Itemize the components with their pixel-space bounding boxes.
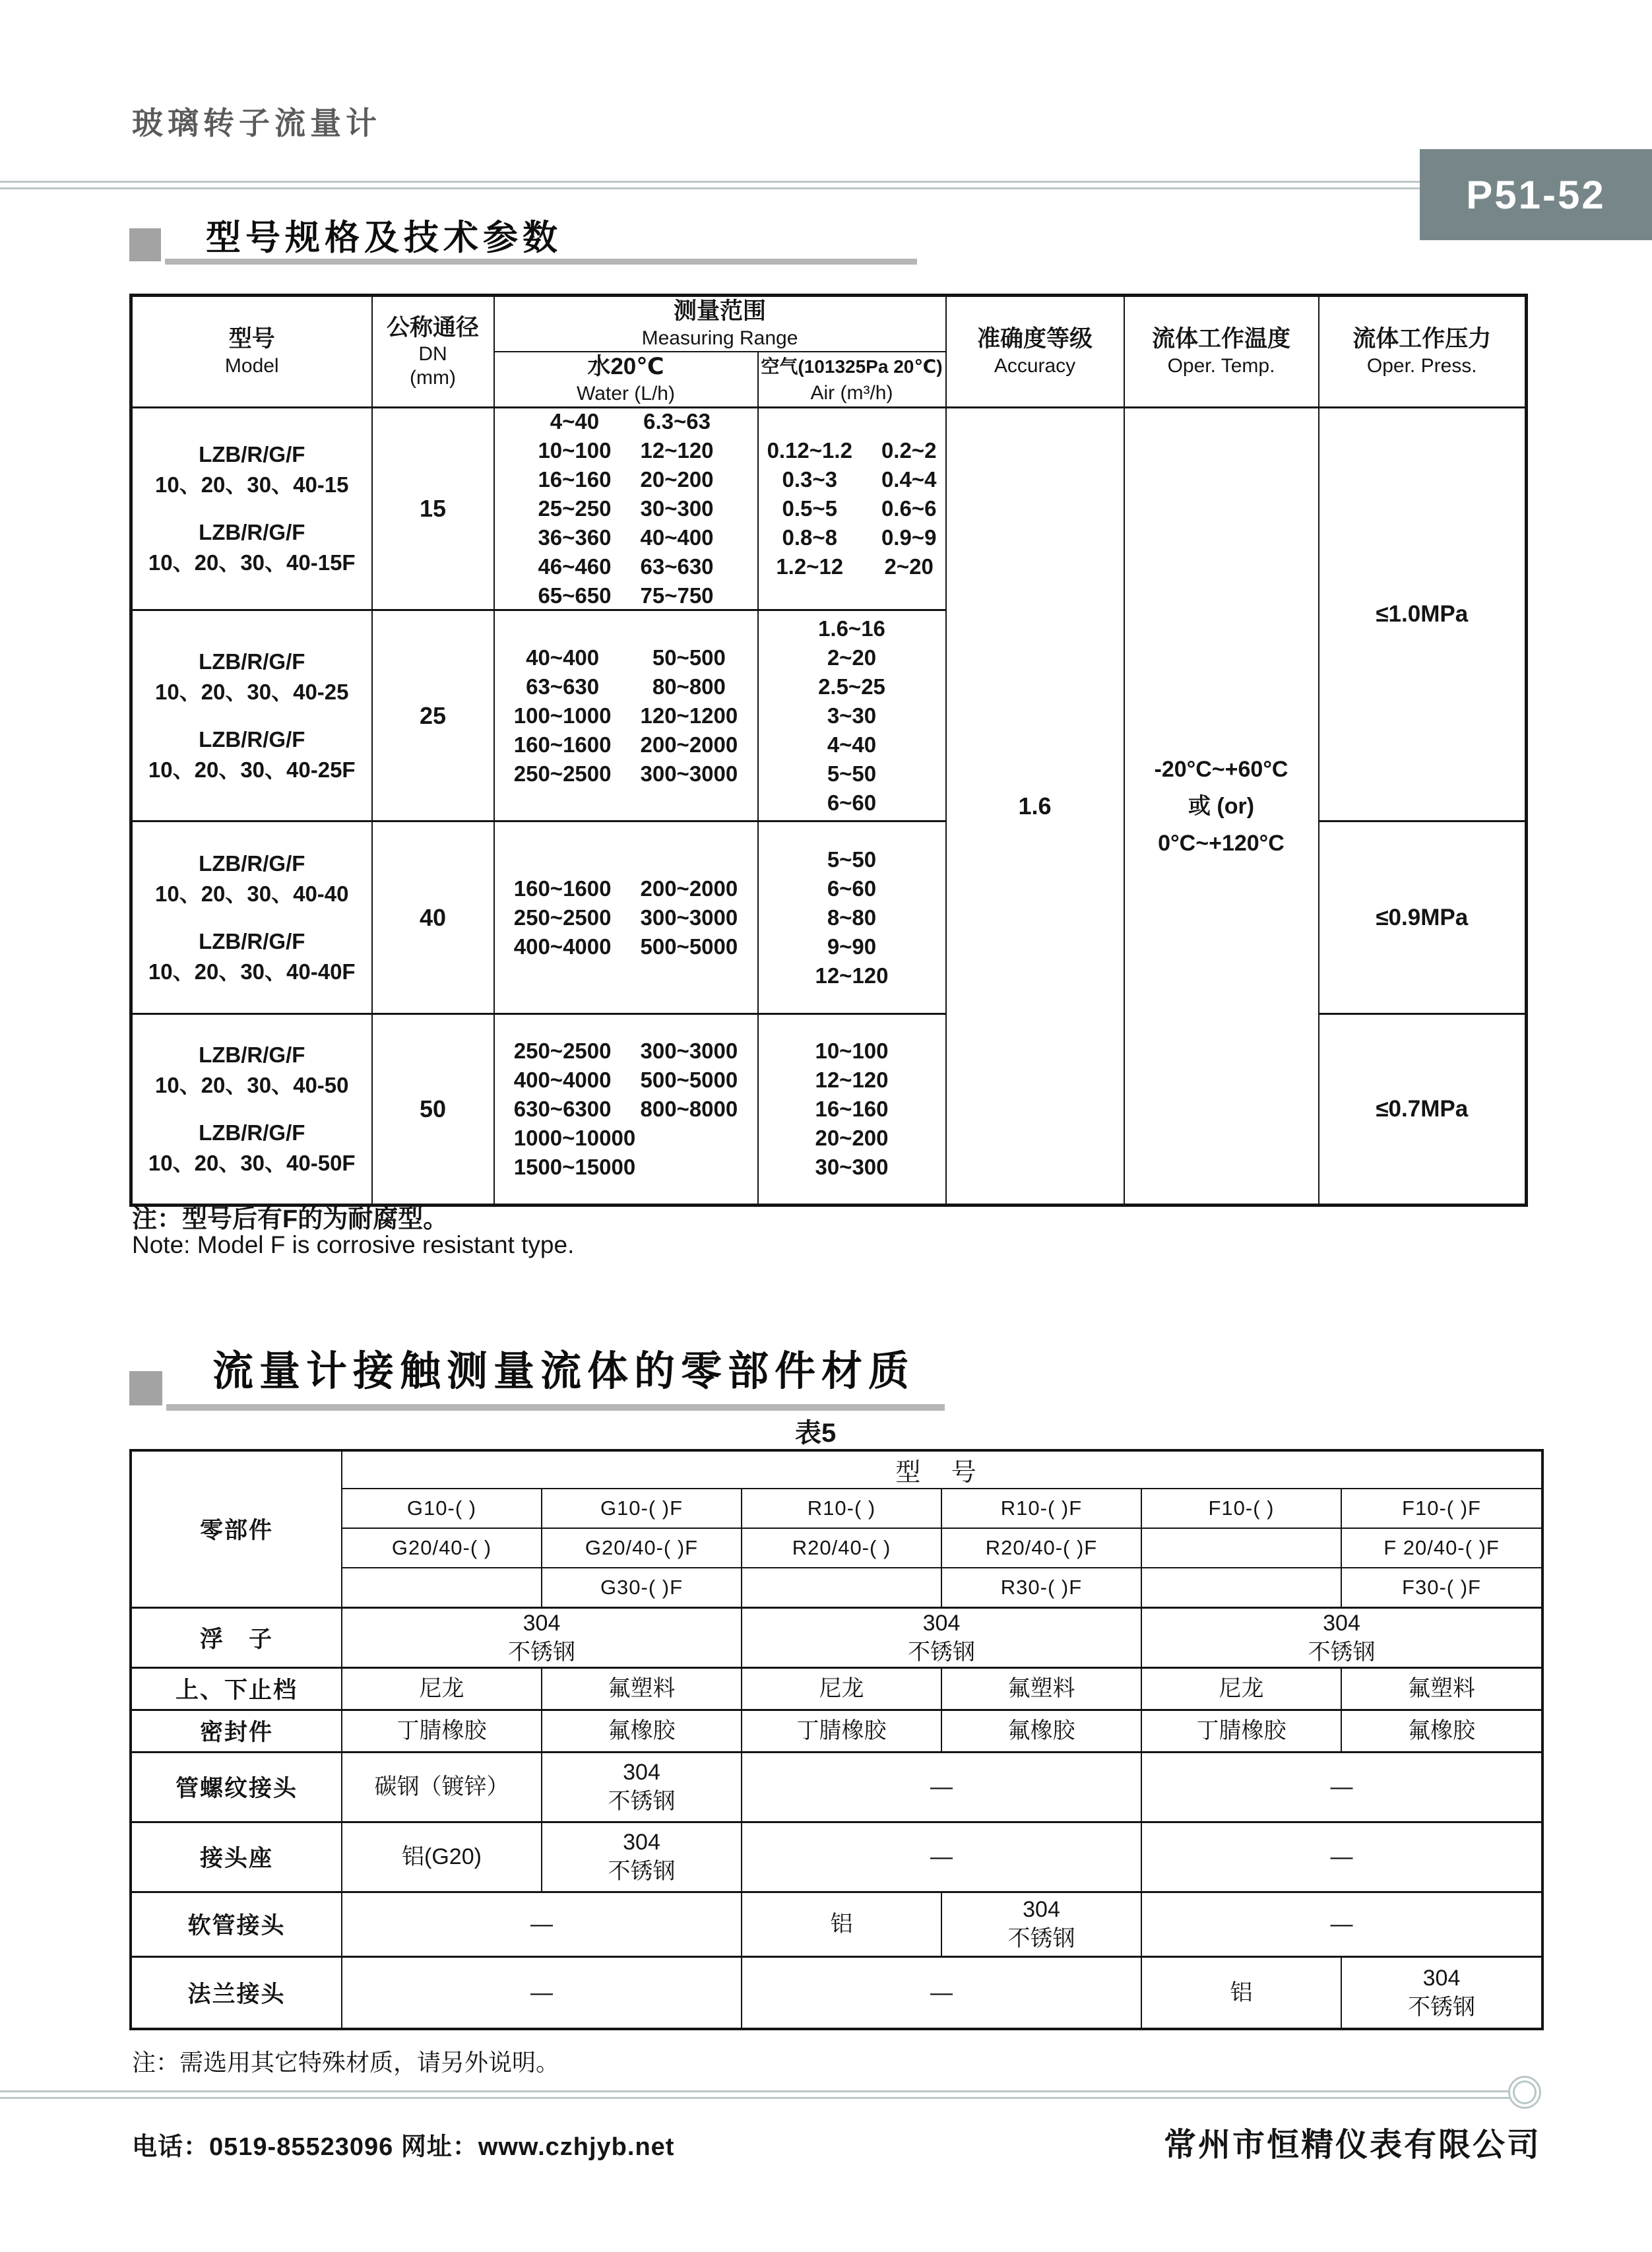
material-line: 不锈钢 — [1408, 1994, 1476, 2020]
material-cell — [342, 1667, 542, 1710]
model-cell — [131, 408, 372, 610]
range-value: 16~160 — [815, 1097, 889, 1121]
accuracy-column-header — [946, 296, 1124, 408]
part-label: 浮 子 — [131, 1607, 342, 1667]
model-variant-cell: R20/40-( )F — [941, 1528, 1141, 1568]
model-line: 10、20、30、40-40 — [154, 881, 349, 906]
range-value: 0.3~3 — [782, 467, 837, 492]
water-header-cn: 水20℃ — [587, 354, 664, 379]
model-variant-cell: G30-( )F — [542, 1568, 742, 1607]
table5-caption: 表5 — [795, 1419, 837, 1448]
range-value: 250~2500 — [513, 761, 612, 786]
materials-note: 注：需选用其它特殊材质，请另外说明。 — [132, 2049, 560, 2076]
material-line: 铝(G20) — [402, 1844, 482, 1869]
range-value: 30~300 — [815, 1155, 889, 1179]
water-header-en: Water (L/h) — [577, 383, 675, 404]
range-value: 3~30 — [827, 703, 877, 728]
material-line: 氟塑料 — [608, 1676, 676, 1701]
range-value: 400~4000 — [513, 934, 612, 959]
range-value: 40~400 — [640, 525, 714, 550]
model-variant-cell: G20/40-( ) — [342, 1528, 542, 1568]
material-cell — [742, 1956, 1141, 2029]
material-cell — [342, 1710, 542, 1752]
model-line — [133, 1101, 371, 1118]
range-value: 1.2~12 — [776, 554, 844, 579]
range-value: 4~40 — [550, 409, 600, 434]
section2-bullet-icon — [129, 1371, 162, 1405]
material-cell — [1141, 1667, 1341, 1710]
air-header-cn: 空气(101325Pa 20℃) — [761, 356, 943, 377]
materials-table-header — [131, 1450, 1542, 1607]
range-value: 46~460 — [538, 554, 612, 579]
model-variant-cell: F 20/40-( )F — [1341, 1528, 1542, 1568]
material-line: — — [930, 1774, 953, 1799]
material-cell — [342, 1752, 542, 1822]
section1-underline — [165, 259, 917, 265]
material-cell — [742, 1752, 1141, 1822]
range-value: 300~3000 — [640, 761, 738, 786]
range-value: 9~90 — [827, 934, 877, 959]
range-value: 400~4000 — [513, 1068, 612, 1092]
model-variant-row — [131, 1568, 1542, 1607]
material-cell — [1341, 1710, 1542, 1752]
temperature-cell — [1124, 408, 1319, 1206]
air-cell — [758, 1014, 946, 1206]
range-value: 200~2000 — [640, 876, 738, 901]
spec-header-row-1 — [131, 296, 1527, 352]
header-divider — [0, 181, 1652, 189]
page-title: 玻璃转子流量计 — [132, 106, 381, 141]
material-line: 304 — [1023, 1897, 1060, 1922]
model-line: LZB/R/G/F — [199, 726, 305, 752]
air-cell — [758, 610, 946, 821]
press-header-cn: 流体工作压力 — [1352, 326, 1492, 352]
range-value: 10~100 — [538, 438, 612, 463]
material-cell — [342, 1956, 742, 2029]
model-variant-row — [131, 1489, 1542, 1528]
range-value: 25~250 — [538, 496, 612, 521]
dn-cell: 25 — [372, 610, 494, 821]
air-header-en: Air (m³/h) — [810, 382, 893, 404]
material-line: 304 — [922, 1610, 961, 1636]
range-value: 300~3000 — [640, 905, 738, 930]
material-row — [131, 1956, 1542, 2029]
material-row — [131, 1667, 1542, 1710]
model-group-header: 型 号 — [342, 1450, 1542, 1489]
material-cell — [1141, 1822, 1542, 1892]
section2-heading: 流量计接触测量流体的零部件材质 — [212, 1349, 916, 1394]
range-value: 0.2~2 — [881, 438, 937, 463]
model-variant-row — [131, 1528, 1542, 1568]
pressure-cell: ≤1.0MPa — [1319, 408, 1527, 821]
model-cell — [131, 610, 372, 821]
dn-header-line2: DN — [418, 343, 447, 365]
range-value: 10~100 — [815, 1039, 889, 1063]
model-variant-cell: R10-( )F — [941, 1489, 1141, 1528]
range-value: 5~50 — [827, 847, 877, 872]
material-line: 不锈钢 — [1308, 1639, 1376, 1665]
materials-table-body — [131, 1607, 1542, 2029]
material-line: 不锈钢 — [508, 1639, 575, 1665]
spec-note-en: Note: Model F is corrosive resistant type. — [132, 1231, 575, 1258]
range-value: 80~800 — [652, 674, 726, 699]
water-cell — [494, 1014, 758, 1206]
material-cell — [1141, 1607, 1542, 1667]
material-line: 不锈钢 — [908, 1639, 975, 1665]
material-row — [131, 1607, 1542, 1667]
model-column-header — [131, 296, 372, 408]
material-line: — — [1330, 1912, 1353, 1937]
model-line: LZB/R/G/F — [199, 442, 305, 466]
material-line: 304 — [623, 1760, 660, 1785]
material-line: 丁腈橡胶 — [796, 1718, 887, 1743]
material-cell — [1141, 1892, 1542, 1956]
air-cell — [758, 408, 946, 610]
material-line: 铝 — [830, 1912, 853, 1937]
water-column-header — [494, 352, 758, 408]
pressure-column-header — [1319, 296, 1527, 408]
temperature-line: 0°C~+120°C — [1158, 830, 1285, 856]
part-label: 密封件 — [131, 1710, 342, 1752]
part-label: 管螺纹接头 — [131, 1752, 342, 1822]
page-number-badge: P51-52 — [1420, 149, 1652, 240]
model-variant-cell: G10-( )F — [542, 1489, 742, 1528]
material-cell — [742, 1667, 941, 1710]
model-line: LZB/R/G/F — [199, 520, 305, 544]
model-line: 10、20、30、40-15F — [148, 550, 356, 575]
range-value: 12~120 — [640, 438, 714, 463]
material-line: 不锈钢 — [608, 1859, 676, 1884]
range-value: 300~3000 — [640, 1039, 738, 1063]
range-value: 50~500 — [652, 645, 726, 670]
accuracy-header-en: Accuracy — [994, 355, 1076, 377]
material-cell — [1141, 1710, 1341, 1752]
model-line: 10、20、30、40-40F — [148, 959, 356, 984]
material-cell — [742, 1710, 941, 1752]
range-value: 63~630 — [526, 674, 600, 699]
range-value: 36~360 — [538, 525, 612, 550]
model-cell — [131, 821, 372, 1014]
range-value: 8~80 — [827, 905, 877, 930]
measuring-range-header — [494, 296, 946, 352]
model-variant-cell: F30-( )F — [1341, 1568, 1542, 1607]
model-variant-cell: F10-( )F — [1341, 1489, 1542, 1528]
section2-underline — [166, 1404, 945, 1411]
range-header-en: Measuring Range — [641, 327, 798, 349]
model-line: LZB/R/G/F — [199, 649, 305, 674]
material-line: 304 — [523, 1610, 561, 1636]
range-value: 16~160 — [538, 467, 612, 492]
model-line — [133, 707, 371, 724]
material-cell — [742, 1607, 1141, 1667]
material-cell — [941, 1892, 1141, 1956]
footer-divider — [0, 2090, 1512, 2099]
range-value: 2~20 — [884, 554, 934, 579]
range-value: 160~1600 — [513, 732, 612, 757]
model-line: 10、20、30、40-15 — [154, 472, 349, 497]
material-line: 304 — [1323, 1610, 1360, 1636]
range-value: 4~40 — [827, 732, 877, 757]
spec-note-cn: 注：型号后有F的为耐腐型。 — [132, 1206, 449, 1233]
dn-cell: 40 — [372, 821, 494, 1014]
material-line: — — [930, 1844, 953, 1869]
spec-table-header — [131, 296, 1527, 408]
material-line: 氟橡胶 — [1007, 1718, 1075, 1743]
range-value: 630~6300 — [513, 1097, 612, 1121]
model-line: 10、20、30、40-25F — [148, 757, 356, 782]
footer-contact: 电话：0519-85523096 网址：www.czhjyb.net — [132, 2133, 675, 2161]
dn-column-header — [372, 296, 494, 408]
model-variant-cell: R10-( ) — [742, 1489, 941, 1528]
model-line — [133, 909, 371, 926]
divider-ring-icon — [1508, 2076, 1541, 2109]
material-line: 丁腈橡胶 — [1196, 1718, 1287, 1743]
range-value: 200~2000 — [640, 732, 738, 757]
material-line: 氟塑料 — [1408, 1676, 1476, 1701]
pressure-cell: ≤0.7MPa — [1319, 1014, 1527, 1206]
range-value: 500~5000 — [640, 1068, 738, 1092]
section1-heading: 型号规格及技术参数 — [206, 218, 562, 257]
material-line: 尼龙 — [1219, 1676, 1264, 1701]
material-line: — — [530, 1912, 553, 1937]
material-cell — [542, 1752, 742, 1822]
part-label: 法兰接头 — [131, 1956, 342, 2029]
temp-header-en: Oper. Temp. — [1167, 355, 1275, 377]
model-line: 10、20、30、40-50 — [154, 1073, 349, 1097]
part-label: 接头座 — [131, 1822, 342, 1892]
range-value: 250~2500 — [513, 1039, 612, 1063]
range-value: 0.9~9 — [881, 525, 937, 550]
air-cell — [758, 821, 946, 1014]
range-value: 1.6~16 — [818, 616, 885, 641]
range-value: 63~630 — [640, 554, 714, 579]
material-line: 不锈钢 — [1007, 1926, 1075, 1951]
model-variant-cell-empty — [1141, 1528, 1341, 1568]
material-line: 不锈钢 — [608, 1789, 676, 1814]
model-variant-cell-empty — [342, 1568, 542, 1607]
material-line: 尼龙 — [419, 1676, 464, 1701]
range-value: 1000~10000 — [513, 1126, 636, 1150]
spec-table-body — [131, 408, 1527, 1206]
range-value: 0.4~4 — [881, 467, 937, 492]
dn-header-line3: (mm) — [410, 367, 456, 389]
water-cell — [494, 610, 758, 821]
range-header-cn: 测量范围 — [673, 298, 766, 324]
materials-table — [129, 1449, 1544, 2030]
range-value: 800~8000 — [640, 1097, 738, 1121]
accuracy-cell: 1.6 — [946, 408, 1124, 1206]
water-cell — [494, 821, 758, 1014]
material-line: — — [1330, 1844, 1353, 1869]
range-value: 30~300 — [640, 496, 714, 521]
footer-company: 常州市恒精仪表有限公司 — [1163, 2127, 1541, 2163]
material-row — [131, 1892, 1542, 1956]
spec-row-dn15 — [131, 408, 1527, 610]
material-cell — [941, 1710, 1141, 1752]
material-line: 碳钢（镀锌） — [374, 1774, 509, 1799]
temperature-column-header — [1124, 296, 1319, 408]
material-cell — [941, 1667, 1141, 1710]
material-line: 尼龙 — [819, 1676, 864, 1701]
range-value: 2~20 — [827, 645, 877, 670]
part-label: 软管接头 — [131, 1892, 342, 1956]
material-cell — [1141, 1752, 1542, 1822]
material-cell — [542, 1710, 742, 1752]
material-line: — — [1330, 1774, 1353, 1799]
material-line: 铝 — [1230, 1979, 1253, 2005]
model-line — [133, 500, 371, 517]
range-value: 20~200 — [640, 467, 714, 492]
range-value: 500~5000 — [640, 934, 738, 959]
air-column-header — [758, 352, 946, 408]
parts-column-header: 零部件 — [131, 1450, 342, 1607]
dn-cell: 15 — [372, 408, 494, 610]
material-cell — [742, 1892, 941, 1956]
material-line: 氟橡胶 — [608, 1718, 676, 1743]
range-value: 1500~15000 — [513, 1155, 636, 1179]
material-line: 304 — [623, 1830, 660, 1855]
model-line: LZB/R/G/F — [199, 1120, 305, 1145]
model-header-en: Model — [224, 355, 279, 377]
material-cell — [342, 1892, 742, 1956]
model-variant-cell: R20/40-( ) — [742, 1528, 941, 1568]
model-variant-cell-empty — [1141, 1568, 1341, 1607]
accuracy-header-cn: 准确度等级 — [976, 326, 1093, 352]
model-header-cn: 型号 — [228, 326, 275, 352]
material-line: 304 — [1422, 1965, 1461, 1991]
dn-header-cn: 公称通径 — [386, 315, 479, 340]
model-variant-cell: F10-( ) — [1141, 1489, 1341, 1528]
temperature-line: -20°C~+60°C — [1154, 756, 1288, 782]
range-value: 6~60 — [827, 790, 877, 815]
dn-cell: 50 — [372, 1014, 494, 1206]
material-cell — [1141, 1956, 1341, 2029]
model-line: LZB/R/G/F — [199, 1043, 305, 1067]
range-value: 0.6~6 — [881, 496, 937, 521]
press-header-en: Oper. Press. — [1366, 355, 1477, 377]
model-line: LZB/R/G/F — [199, 851, 305, 876]
model-line: 10、20、30、40-50F — [148, 1151, 356, 1175]
range-value: 160~1600 — [513, 876, 612, 901]
material-cell — [742, 1822, 1141, 1892]
model-variant-cell: G10-( ) — [342, 1489, 542, 1528]
material-row — [131, 1822, 1542, 1892]
range-value: 40~400 — [526, 645, 600, 670]
range-value: 0.5~5 — [782, 496, 837, 521]
model-variant-cell-empty — [742, 1568, 941, 1607]
range-value: 0.12~1.2 — [767, 438, 852, 463]
material-cell — [1341, 1956, 1542, 2029]
range-value: 100~1000 — [513, 703, 612, 728]
range-value: 12~120 — [815, 963, 889, 988]
range-value: 20~200 — [815, 1126, 889, 1150]
temp-header-cn: 流体工作温度 — [1151, 326, 1290, 352]
range-value: 65~650 — [538, 583, 612, 608]
range-value: 250~2500 — [513, 905, 612, 930]
range-value: 5~50 — [827, 761, 877, 786]
material-cell — [1341, 1667, 1542, 1710]
range-value: 120~1200 — [640, 703, 738, 728]
material-line: 氟塑料 — [1007, 1676, 1075, 1701]
water-cell — [494, 408, 758, 610]
pressure-cell: ≤0.9MPa — [1319, 821, 1527, 1014]
range-value: 12~120 — [815, 1068, 889, 1092]
temperature-line: 或 (or) — [1188, 793, 1255, 819]
part-label: 上、下止档 — [131, 1667, 342, 1710]
material-cell — [542, 1667, 742, 1710]
material-line: — — [530, 1979, 553, 2005]
material-line: 氟橡胶 — [1408, 1718, 1476, 1743]
range-value: 6~60 — [827, 876, 877, 901]
range-value: 0.8~8 — [782, 525, 837, 550]
material-cell — [542, 1822, 742, 1892]
spec-table — [129, 294, 1528, 1207]
material-line: 丁腈橡胶 — [397, 1718, 487, 1743]
model-variant-cell: R30-( )F — [941, 1568, 1141, 1607]
range-value: 6.3~63 — [643, 409, 711, 434]
model-line: LZB/R/G/F — [199, 928, 305, 953]
model-variant-cell: G20/40-( )F — [542, 1528, 742, 1568]
material-cell — [342, 1822, 542, 1892]
range-value: 2.5~25 — [818, 674, 885, 699]
model-cell — [131, 1014, 372, 1206]
material-line: — — [930, 1979, 953, 2005]
material-row — [131, 1752, 1542, 1822]
section1-bullet-icon — [129, 228, 161, 261]
material-row — [131, 1710, 1542, 1752]
materials-header-row — [131, 1450, 1542, 1489]
range-value: 75~750 — [640, 583, 714, 608]
material-cell — [342, 1607, 742, 1667]
model-line: 10、20、30、40-25 — [154, 679, 349, 704]
